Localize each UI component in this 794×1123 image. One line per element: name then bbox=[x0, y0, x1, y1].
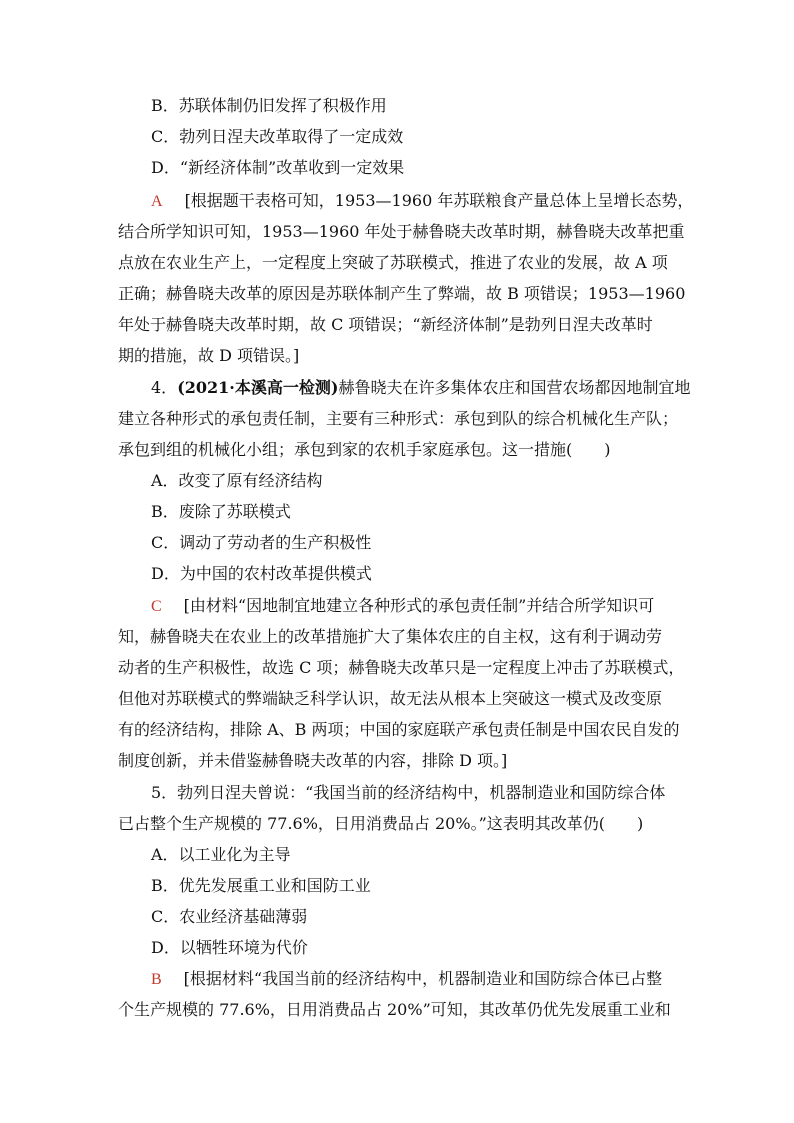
q4-option-a: A．改变了原有经济结构 bbox=[151, 471, 323, 490]
q4-explanation-line-1 bbox=[151, 596, 654, 618]
q3-explanation-line-2: 结合所学知识可知，1953—1960 年处于赫鲁晓夫改革时期，赫鲁晓夫改革把重 bbox=[118, 222, 685, 241]
q5-answer-letter: B bbox=[151, 971, 162, 988]
q4-explanation-line-3: 动者的生产积极性，故选 C 项；赫鲁晓夫改革只是一定程度上冲击了苏联模式， bbox=[118, 658, 685, 677]
q3-option-d: D．“新经济体制”改革收到一定效果 bbox=[151, 158, 405, 177]
q4-explanation-line-5: 有的经济结构，排除 A、B 两项；中国的家庭联产承包责任制是中国农民自发的 bbox=[118, 720, 680, 739]
q3-explanation-line-6: 期的措施，故 D 项错误。] bbox=[118, 346, 300, 365]
q4-stem-line-1 bbox=[151, 378, 690, 400]
q4-number: 4． bbox=[151, 378, 178, 397]
q4-answer-letter: C bbox=[151, 598, 162, 615]
q4-stem-first: 赫鲁晓夫在许多集体农庄和国营农场都因地制宜地 bbox=[338, 378, 691, 397]
q4-explanation-line-2: 知，赫鲁晓夫在农业上的改革措施扩大了集体农庄的自主权，这有利于调动劳 bbox=[118, 627, 663, 646]
q4-explanation-line-4: 但他对苏联模式的弊端缺乏科学认识，故无法从根本上突破这一模式及改变原 bbox=[118, 689, 663, 708]
q5-option-b: B．优先发展重工业和国防工业 bbox=[151, 876, 371, 895]
q4-option-d: D．为中国的农村改革提供模式 bbox=[151, 564, 372, 583]
q3-explanation-text: [根据题干表格可知，1953—1960 年苏联粮食产量总体上呈增长态势， bbox=[184, 191, 694, 210]
q4-explanation-text: [由材料“因地制宜地建立各种形式的承包责任制”并结合所学知识可 bbox=[183, 596, 655, 615]
q5-option-d: D．以牺牲环境为代价 bbox=[151, 938, 308, 957]
q4-explanation-line-6: 制度创新，并未借鉴赫鲁晓夫改革的内容，排除 D 项。] bbox=[118, 751, 508, 770]
q3-explanation-line-5: 年处于赫鲁晓夫改革时期，故 C 项错误；“新经济体制”是勃列日涅夫改革时 bbox=[118, 315, 653, 334]
q3-option-c: C．勃列日涅夫改革取得了一定成效 bbox=[151, 127, 404, 146]
q5-stem-line-2: 已占整个生产规模的 77.6%，日用消费品占 20%。”这表明其改革仍( ) bbox=[118, 814, 644, 833]
q5-explanation-line-1 bbox=[151, 969, 662, 991]
q5-option-c: C．农业经济基础薄弱 bbox=[151, 907, 308, 926]
q4-stem-line-3: 承包到组的机械化小组；承包到家的农机手家庭承包。这一措施( ) bbox=[118, 440, 611, 459]
q3-answer-letter: A bbox=[151, 193, 163, 210]
q4-option-b: B．废除了苏联模式 bbox=[151, 502, 291, 521]
q3-explanation-line-3: 点放在农业生产上，一定程度上突破了苏联模式，推进了农业的发展，故 A 项 bbox=[118, 253, 668, 272]
q3-explanation-line-1 bbox=[151, 191, 693, 213]
q5-explanation-text: [根据材料“我国当前的经济结构中，机器制造业和国防综合体已占整 bbox=[183, 969, 663, 988]
q4-option-c: C．调动了劳动者的生产积极性 bbox=[151, 533, 372, 552]
q4-stem-line-2: 建立各种形式的承包责任制，主要有三种形式：承包到队的综合机械化生产队； bbox=[118, 409, 679, 428]
q3-explanation-line-4: 正确；赫鲁晓夫改革的原因是苏联体制产生了弊端，故 B 项错误；1953—1960 bbox=[118, 284, 686, 303]
q4-source: (2021·本溪高一检测) bbox=[177, 378, 339, 397]
q5-stem-line-1: 5．勃列日涅夫曾说：“我国当前的经济结构中，机器制造业和国防综合体 bbox=[151, 783, 666, 802]
q5-option-a: A．以工业化为主导 bbox=[151, 845, 291, 864]
q3-option-b: B．苏联体制仍旧发挥了积极作用 bbox=[151, 96, 387, 115]
q5-explanation-line-2: 个生产规模的 77.6%，日用消费品占 20%”可知，其改革仍优先发展重工业和 bbox=[118, 1000, 671, 1019]
